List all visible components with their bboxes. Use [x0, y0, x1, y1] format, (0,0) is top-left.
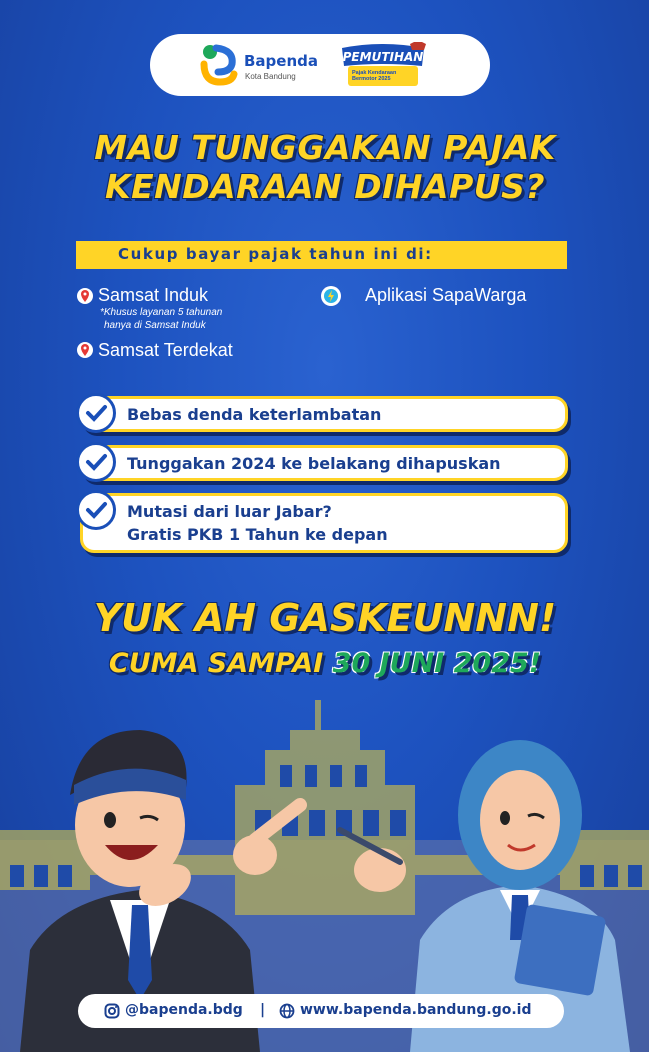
location-samsat-induk: Samsat Induk: [98, 285, 209, 305]
samsat-induk-note: [100, 306, 222, 332]
location-pin-icon: [76, 287, 94, 305]
header-logo-pill: [150, 34, 490, 96]
checkmark-icon: [76, 442, 116, 482]
pemutihan-badge: [338, 42, 428, 88]
benefit-text-line-1: Mutasi dari luar Jabar?: [127, 502, 332, 521]
logo-name: Bapenda: [244, 52, 319, 70]
benefit-card-1: [80, 396, 568, 432]
bapenda-logo-icon: [198, 42, 238, 88]
sapawarga-app-icon: [320, 285, 342, 307]
footer-separator: |: [260, 1002, 266, 1018]
note-line-1: *Khusus layanan 5 tahunan: [100, 307, 223, 318]
location-samsat-terdekat: Samsat Terdekat: [98, 340, 233, 360]
instagram-handle-link[interactable]: @bapenda.bdg: [125, 1002, 243, 1018]
cta-deadline: [30, 648, 620, 679]
website-link[interactable]: www.bapenda.bandung.go.id: [300, 1002, 532, 1018]
benefit-text-line-2: Gratis PKB 1 Tahun ke depan: [127, 525, 388, 544]
cta-headline: YUK AH GASKEUNNN!: [93, 596, 557, 640]
pay-info-text: Cukup bayar pajak tahun ini di:: [118, 245, 433, 263]
note-line-2: hanya di Samsat Induk: [104, 320, 206, 331]
deadline-date: 30 JUNI 2025!: [332, 648, 542, 679]
checkmark-icon: [76, 490, 116, 530]
benefit-text: Bebas denda keterlambatan: [127, 405, 382, 424]
benefit-card-3: [80, 493, 568, 553]
headline-line-1: MAU TUNGGAKAN PAJAK: [94, 128, 556, 167]
location-aplikasi-sapawarga: Aplikasi SapaWarga: [365, 285, 527, 305]
benefit-card-2: [80, 445, 568, 481]
benefit-text: Tunggakan 2024 ke belakang dihapuskan: [127, 454, 501, 473]
location-pin-icon: [76, 341, 94, 359]
logo-subtitle: Kota Bandung: [245, 72, 296, 81]
checkmark-icon: [76, 393, 116, 433]
globe-icon: [279, 1003, 295, 1019]
badge-title: PEMUTIHAN: [342, 50, 424, 64]
instagram-icon: [104, 1003, 120, 1019]
badge-subtitle: Pajak Kendaraan Bermotor 2025: [352, 70, 397, 82]
headline-line-2: KENDARAAN DIHAPUS?: [105, 167, 545, 206]
pay-info-bar: [76, 241, 567, 269]
footer-contact-pill: [78, 994, 564, 1028]
main-headline: [30, 128, 620, 206]
deadline-prefix: CUMA SAMPAI: [108, 648, 324, 679]
